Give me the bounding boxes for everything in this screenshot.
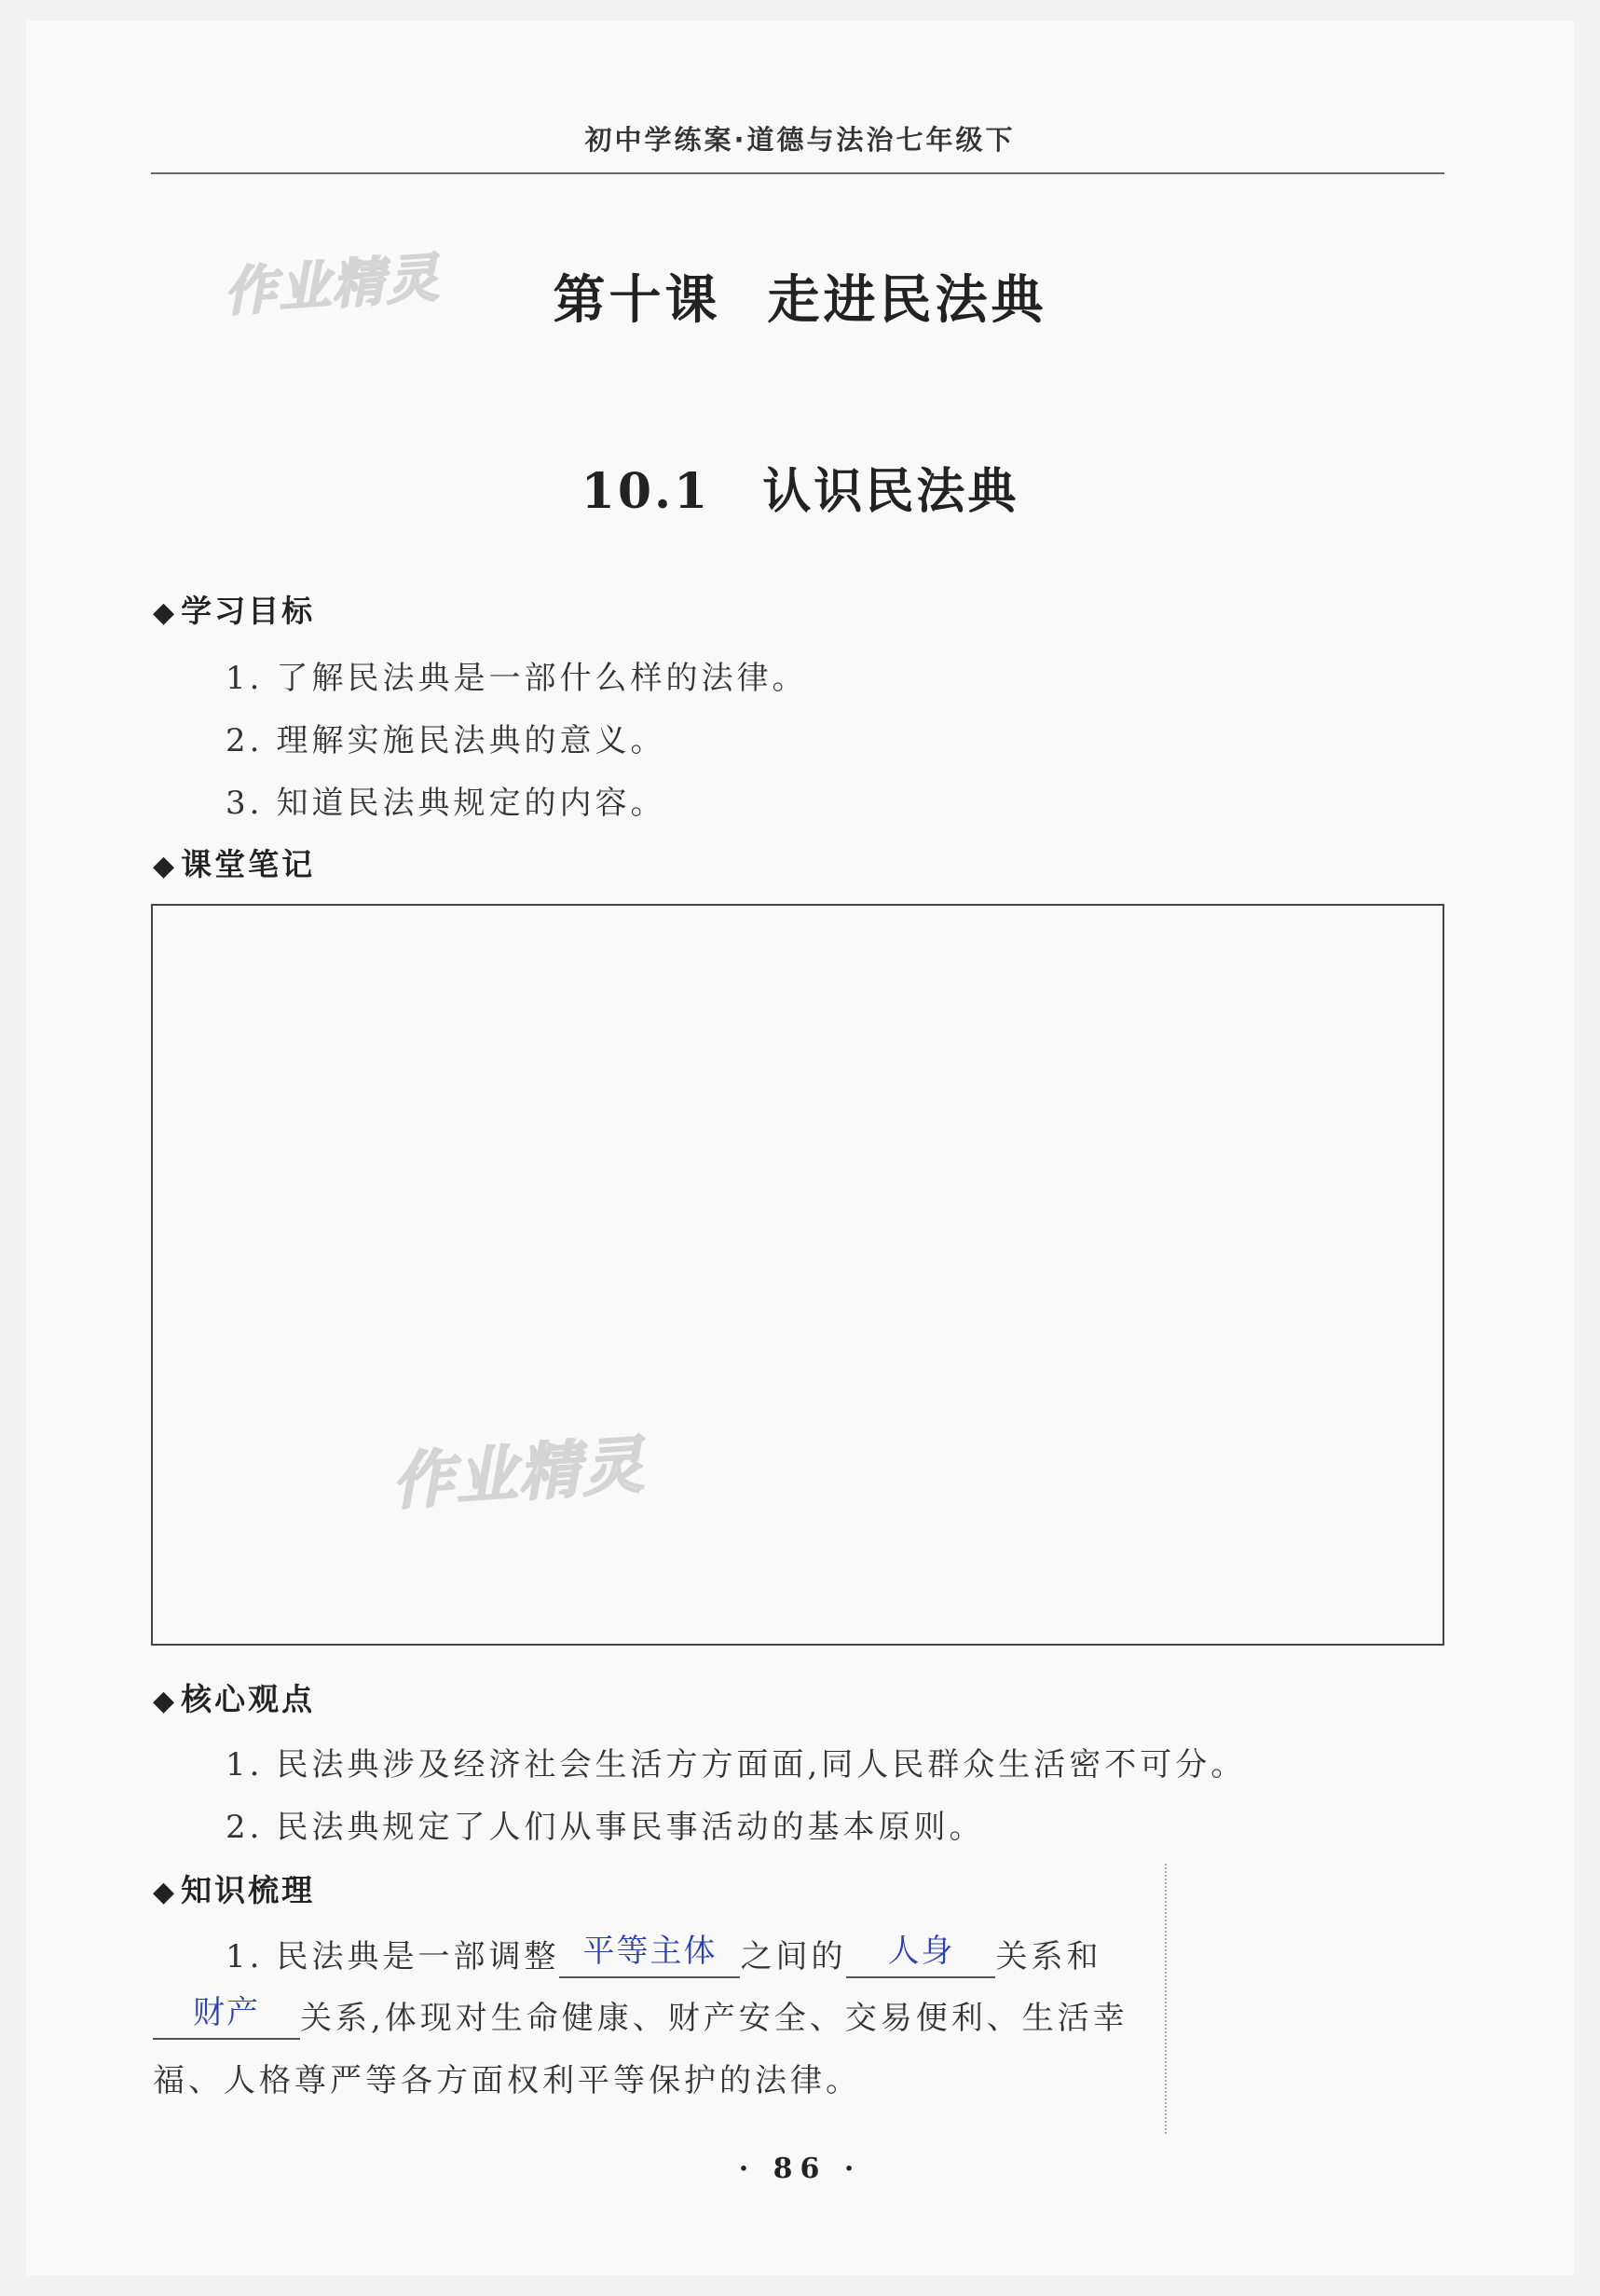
core-point-item: 2. 民法典规定了人们从事民事活动的基本原则。	[226, 1809, 985, 1846]
handwritten-answer: 人身	[887, 1933, 955, 1970]
answer-blank[interactable]	[846, 1931, 995, 1978]
section-number: 10.1	[581, 463, 711, 520]
objective-item: 1. 了解民法典是一部什么样的法律。	[226, 660, 808, 697]
core-point-item: 1. 民法典涉及经济社会生活方方面面,同人民群众生活密不可分。	[226, 1746, 1247, 1784]
page-number: · 86 ·	[738, 2152, 862, 2185]
core-points-heading: ◆ 核心观点	[153, 1681, 316, 1717]
diamond-bullet-icon: ◆	[153, 596, 178, 629]
objective-item: 3. 知道民法典规定的内容。	[226, 785, 666, 822]
watermark-logo: 作业精灵	[390, 1428, 648, 1519]
diamond-bullet-icon: ◆	[153, 1876, 178, 1908]
handwritten-answer: 财产	[193, 1994, 260, 2031]
section-name: 认识民法典	[762, 463, 1019, 520]
dotted-divider	[1165, 1864, 1167, 2134]
objective-item: 2. 理解实施民法典的意义。	[226, 722, 666, 759]
lesson-number: 第十课	[553, 269, 721, 331]
notes-box[interactable]	[151, 904, 1444, 1646]
answer-blank[interactable]	[559, 1931, 740, 1978]
diamond-bullet-icon: ◆	[153, 850, 178, 882]
knowledge-line-2: 财产 关系,体现对生命健康、财产安全、交易便利、生活幸	[153, 1992, 1128, 2040]
section-title	[0, 452, 1600, 522]
knowledge-line-3: 福、人格尊严等各方面权利平等保护的法律。	[153, 2062, 861, 2099]
knowledge-line-1: 1. 民法典是一部调整 平等主体 之间的 人身 关系和	[226, 1931, 1101, 1978]
watermark-logo: 作业精灵	[222, 247, 443, 324]
header-divider	[151, 172, 1444, 174]
lesson-name: 走进民法典	[767, 269, 1047, 331]
handwritten-answer: 平等主体	[582, 1933, 718, 1970]
objectives-heading: ◆ 学习目标	[153, 593, 316, 629]
diamond-bullet-icon: ◆	[153, 1685, 178, 1717]
running-header: 初中学练案·道德与法治七年级下	[584, 124, 1016, 156]
lesson-title	[0, 259, 1600, 334]
notes-heading: ◆ 课堂笔记	[153, 846, 316, 882]
knowledge-heading: ◆ 知识梳理	[153, 1872, 316, 1908]
answer-blank[interactable]	[153, 1992, 300, 2040]
